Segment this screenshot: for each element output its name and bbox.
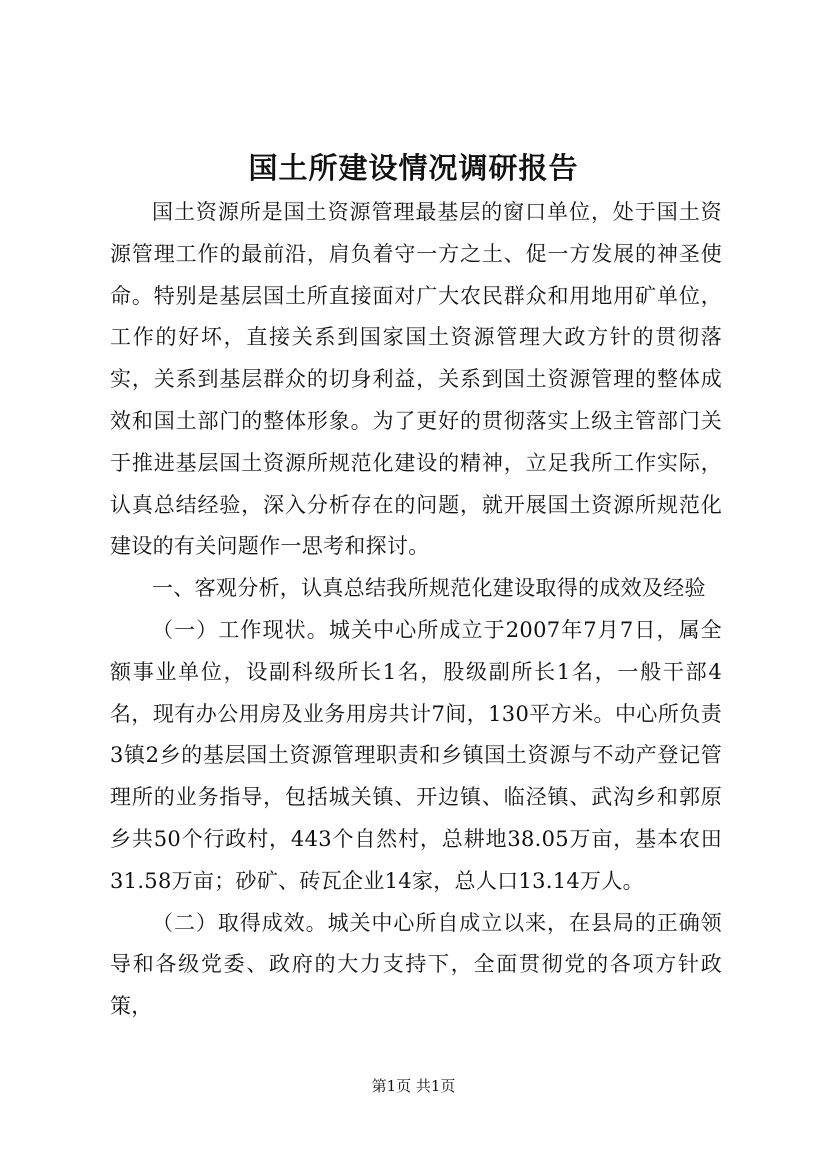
section-heading-1: 一、客观分析，认真总结我所规范化建设取得的成效及经验: [152, 576, 706, 601]
paragraph-intro: 国土资源所是国土资源管理最基层的窗口单位，处于国土资源管理工作的最前沿，肩负着守一方之土、促一方发展的神圣使命。特别是基层国土所直接面对广大农民群众和用地用矿单位，工作的好坏，直接关系到国家国土资源管理大政方针的贯彻落实，关系到基层群众的切身利益，关系到国土资源管理的整体成效和国土部门的整体形象。为了更好的贯彻落实上级主管部门关于推进基层国土资源所规范化建设的精神，立足我所工作实际，认真总结经验，深入分析存在的问题，就开展国土资源所规范化建设的有关问题作一思考和探讨。: [110, 200, 722, 559]
document-title: 国土所建设情况调研报告: [248, 151, 579, 185]
paragraph-achievements: （二）取得成效。城关中心所自成立以来，在县局的正确领导和各级党委、政府的大力支持下，全面贯彻党的各项方针政策，: [110, 910, 722, 1019]
paragraph-work-status: （一）工作现状。城关中心所成立于2007年7月7日，属全额事业单位，设副科级所长1名，股级副所长1名，一般干部4名，现有办公用房及业务用房共计7间，130平方米。中心所负责3镇2乡的基层国土资源管理职责和乡镇国土资源与不动产登记管理所的业务指导，包括城关镇、开边镇、临泾镇、武沟乡和郭原乡共50个行政村，443个自然村，总耕地38.05万亩，基本农田31.58万亩；砂矿、砖瓦企业14家，总人口13.14万人。: [110, 617, 722, 893]
page-footer: 第1页 共1页: [371, 1077, 456, 1095]
document-body: [110, 192, 722, 1028]
